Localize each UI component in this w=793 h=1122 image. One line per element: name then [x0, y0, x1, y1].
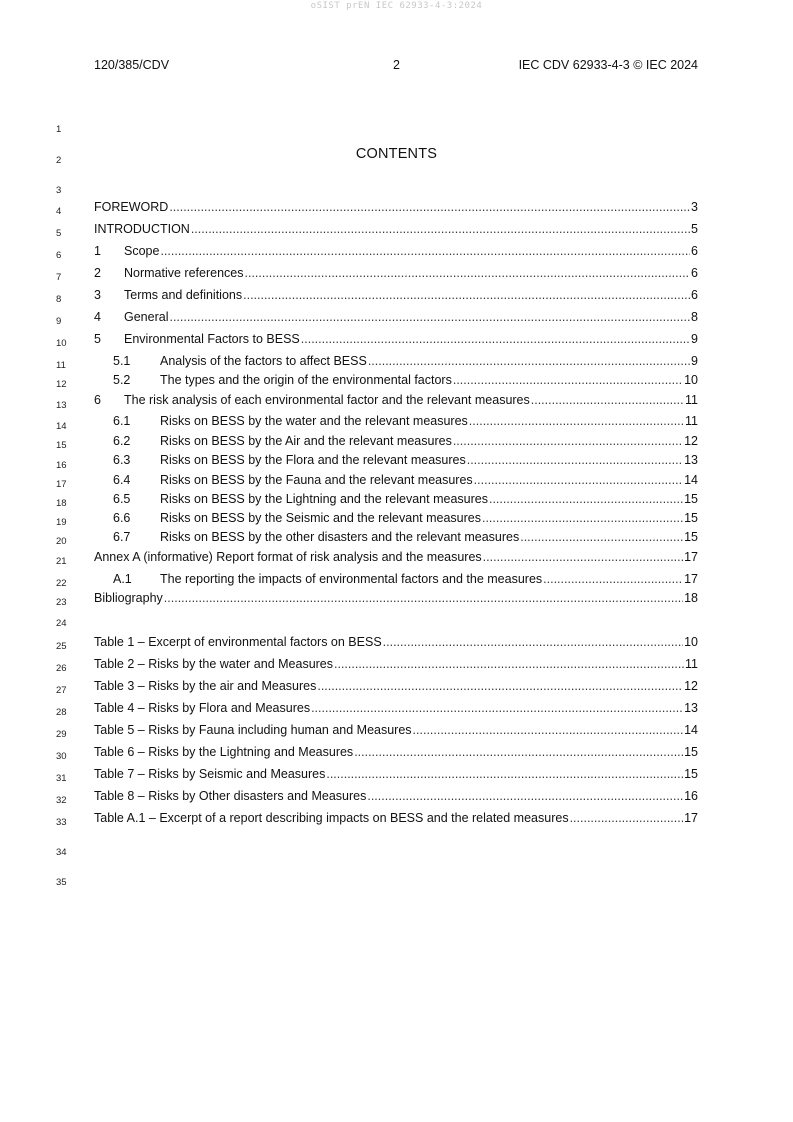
toc-page-number: 8	[691, 310, 698, 324]
dot-leader	[467, 453, 683, 467]
toc-entry-title: FOREWORD	[94, 200, 169, 214]
dot-leader	[489, 492, 683, 506]
toc-entry[interactable]	[113, 373, 698, 389]
dot-leader	[520, 530, 683, 544]
toc-entry[interactable]	[113, 434, 698, 450]
toc-page-number: 17	[684, 572, 698, 586]
dot-leader	[483, 550, 683, 564]
line-number: 20	[56, 536, 67, 547]
dot-leader	[317, 679, 683, 693]
dot-leader	[311, 701, 683, 715]
toc-page-number: 9	[691, 332, 698, 346]
toc-entry[interactable]	[94, 393, 698, 409]
toc-entry-number: 3	[94, 288, 101, 302]
dot-leader	[334, 657, 684, 671]
line-number: 5	[56, 228, 62, 239]
dot-leader	[326, 767, 683, 781]
line-number: 29	[56, 729, 67, 740]
toc-entry-title: Risks on BESS by the water and the relevant measures	[160, 414, 468, 428]
toc-entry-number: 6.7	[113, 530, 131, 544]
line-number: 27	[56, 685, 67, 696]
toc-entry-title: The reporting the impacts of environmental factors and the measures	[160, 572, 543, 586]
toc-entry-title: Risks on BESS by the Flora and the relevant measures	[160, 453, 466, 467]
toc-entry-number: 6.3	[113, 453, 131, 467]
toc-entry-title: Risks on BESS by the other disasters and the relevant measures	[160, 530, 520, 544]
toc-entry[interactable]	[94, 550, 698, 566]
toc-entry-title: Risks on BESS by the Seismic and the relevant measures	[160, 511, 481, 525]
dot-leader	[245, 266, 691, 280]
table-caption: Table A.1 – Excerpt of a report describing impacts on BESS and the related measures	[94, 811, 569, 825]
toc-entry-title: Normative references	[124, 266, 244, 280]
table-list-entry[interactable]	[94, 657, 698, 673]
toc-entry-title: INTRODUCTION	[94, 222, 190, 236]
toc-page-number: 14	[684, 723, 698, 737]
toc-entry-title: Risks on BESS by the Lightning and the relevant measures	[160, 492, 488, 506]
dot-leader	[301, 332, 690, 346]
line-number: 2	[56, 155, 62, 166]
table-list-entry[interactable]	[94, 767, 698, 783]
toc-page-number: 3	[691, 200, 698, 214]
table-list-entry[interactable]	[94, 745, 698, 761]
line-number: 9	[56, 316, 62, 327]
toc-entry-number: 5	[94, 332, 101, 346]
toc-page-number: 16	[684, 789, 698, 803]
toc-entry-title: The types and the origin of the environmental factors	[160, 373, 452, 387]
toc-page-number: 9	[691, 354, 698, 368]
dot-leader	[169, 310, 690, 324]
table-caption: Table 2 – Risks by the water and Measures	[94, 657, 334, 671]
table-list-entry[interactable]	[94, 635, 698, 651]
dot-leader	[570, 811, 684, 825]
dot-leader	[160, 244, 690, 258]
toc-entry-title: General	[124, 310, 169, 324]
line-number: 24	[56, 618, 67, 629]
dot-leader	[383, 635, 683, 649]
toc-entry-title: Analysis of the factors to affect BESS	[160, 354, 367, 368]
table-caption: Table 3 – Risks by the air and Measures	[94, 679, 317, 693]
line-number: 33	[56, 817, 67, 828]
table-list-entry[interactable]	[94, 811, 698, 827]
toc-page-number: 10	[684, 373, 698, 387]
table-caption: Table 4 – Risks by Flora and Measures	[94, 701, 311, 715]
toc-page-number: 14	[684, 473, 698, 487]
dot-leader	[482, 511, 683, 525]
table-list-entry[interactable]	[94, 723, 698, 739]
line-number: 10	[56, 338, 67, 349]
line-number: 6	[56, 250, 62, 261]
line-number: 25	[56, 641, 67, 652]
dot-leader	[368, 354, 690, 368]
line-number: 26	[56, 663, 67, 674]
toc-entry[interactable]	[94, 200, 698, 216]
toc-page-number: 11	[685, 414, 698, 428]
dot-leader	[453, 373, 683, 387]
line-number: 17	[56, 479, 67, 490]
toc-page-number: 11	[685, 393, 698, 407]
table-caption: Table 8 – Risks by Other disasters and Measures	[94, 789, 367, 803]
toc-page-number: 12	[684, 679, 698, 693]
line-number: 23	[56, 597, 67, 608]
toc-entry[interactable]	[94, 591, 698, 607]
line-number: 22	[56, 578, 67, 589]
toc-entry-number: 6.5	[113, 492, 131, 506]
line-number: 3	[56, 185, 62, 196]
table-list-entry[interactable]	[94, 679, 698, 695]
dot-leader	[354, 745, 683, 759]
line-number: 11	[56, 360, 66, 371]
toc-entry-number: 6.6	[113, 511, 131, 525]
standard-copyright: IEC CDV 62933-4-3 © IEC 2024	[518, 58, 698, 72]
dot-leader	[469, 414, 684, 428]
dot-leader	[191, 222, 690, 236]
dot-leader	[413, 723, 684, 737]
dot-leader	[531, 393, 684, 407]
toc-entry-title: Environmental Factors to BESS	[124, 332, 300, 346]
toc-entry[interactable]	[94, 288, 698, 304]
dot-leader	[367, 789, 683, 803]
toc-entry-title: Scope	[124, 244, 160, 258]
line-number: 28	[56, 707, 67, 718]
table-list-entry[interactable]	[94, 789, 698, 805]
toc-page-number: 15	[684, 767, 698, 781]
toc-page-number: 18	[684, 591, 698, 605]
toc-page-number: 17	[684, 811, 698, 825]
toc-page-number: 13	[684, 453, 698, 467]
line-number: 1	[56, 124, 62, 135]
toc-page-number: 15	[684, 530, 698, 544]
line-number: 13	[56, 400, 67, 411]
line-number: 34	[56, 847, 67, 858]
toc-page-number: 6	[691, 266, 698, 280]
line-number: 15	[56, 440, 67, 451]
toc-entry-title: The risk analysis of each environmental factor and the relevant measures	[124, 393, 530, 407]
table-list-entry[interactable]	[94, 701, 698, 717]
line-number: 35	[56, 877, 67, 888]
line-number: 7	[56, 272, 62, 283]
toc-entry[interactable]	[94, 244, 698, 260]
toc-entry[interactable]	[113, 414, 698, 430]
toc-entry-number: 6.2	[113, 434, 131, 448]
line-number: 31	[56, 773, 67, 784]
line-number: 8	[56, 294, 62, 305]
toc-page-number: 11	[685, 657, 698, 671]
toc-page-number: 15	[684, 511, 698, 525]
toc-page-number: 5	[691, 222, 698, 236]
toc-entry-number: A.1	[113, 572, 132, 586]
toc-page-number: 15	[684, 745, 698, 759]
toc-entry[interactable]	[94, 222, 698, 238]
dot-leader	[169, 200, 690, 214]
toc-entry[interactable]	[113, 572, 698, 588]
toc-entry-number: 6.4	[113, 473, 131, 487]
toc-entry-title: Risks on BESS by the Fauna and the relevant measures	[160, 473, 473, 487]
toc-entry-number: 1	[94, 244, 101, 258]
dot-leader	[543, 572, 683, 586]
toc-entry-number: 5.1	[113, 354, 131, 368]
toc-entry[interactable]	[113, 530, 698, 546]
toc-entry-number: 6.1	[113, 414, 131, 428]
line-number: 12	[56, 379, 67, 390]
toc-entry-title: Annex A (informative) Report format of risk analysis and the measures	[94, 550, 482, 564]
table-caption: Table 5 – Risks by Fauna including human and Measures	[94, 723, 412, 737]
toc-entry-number: 6	[94, 393, 101, 407]
dot-leader	[164, 591, 683, 605]
contents-title: CONTENTS	[355, 146, 438, 162]
toc-entry[interactable]	[94, 310, 698, 326]
toc-entry-title: Bibliography	[94, 591, 163, 605]
toc-page-number: 12	[684, 434, 698, 448]
line-number: 19	[56, 517, 67, 528]
toc-page-number: 6	[691, 244, 698, 258]
line-number: 30	[56, 751, 67, 762]
toc-entry[interactable]	[113, 492, 698, 508]
toc-entry[interactable]	[113, 473, 698, 489]
page-number: 2	[393, 58, 400, 72]
toc-entry[interactable]	[113, 511, 698, 527]
dot-leader	[243, 288, 690, 302]
toc-page-number: 17	[684, 550, 698, 564]
toc-entry-number: 2	[94, 266, 101, 280]
line-number: 32	[56, 795, 67, 806]
table-caption: Table 1 – Excerpt of environmental factors on BESS	[94, 635, 382, 649]
toc-page-number: 15	[684, 492, 698, 506]
document-reference: 120/385/CDV	[94, 58, 170, 72]
table-caption: Table 6 – Risks by the Lightning and Measures	[94, 745, 354, 759]
toc-entry[interactable]	[113, 354, 698, 370]
toc-entry-title: Risks on BESS by the Air and the relevant measures	[160, 434, 452, 448]
dot-leader	[474, 473, 683, 487]
toc-entry[interactable]	[113, 453, 698, 469]
line-number: 14	[56, 421, 67, 432]
table-caption: Table 7 – Risks by Seismic and Measures	[94, 767, 326, 781]
toc-entry[interactable]	[94, 332, 698, 348]
toc-entry-number: 5.2	[113, 373, 131, 387]
toc-entry-title: Terms and definitions	[124, 288, 243, 302]
watermark: oSIST prEN IEC 62933-4-3:2024	[310, 1, 483, 11]
toc-entry[interactable]	[94, 266, 698, 282]
line-number: 18	[56, 498, 67, 509]
toc-entry-number: 4	[94, 310, 101, 324]
dot-leader	[453, 434, 683, 448]
toc-page-number: 10	[684, 635, 698, 649]
toc-page-number: 6	[691, 288, 698, 302]
line-number: 4	[56, 206, 62, 217]
toc-page-number: 13	[684, 701, 698, 715]
line-number: 21	[56, 556, 67, 567]
line-number: 16	[56, 460, 67, 471]
